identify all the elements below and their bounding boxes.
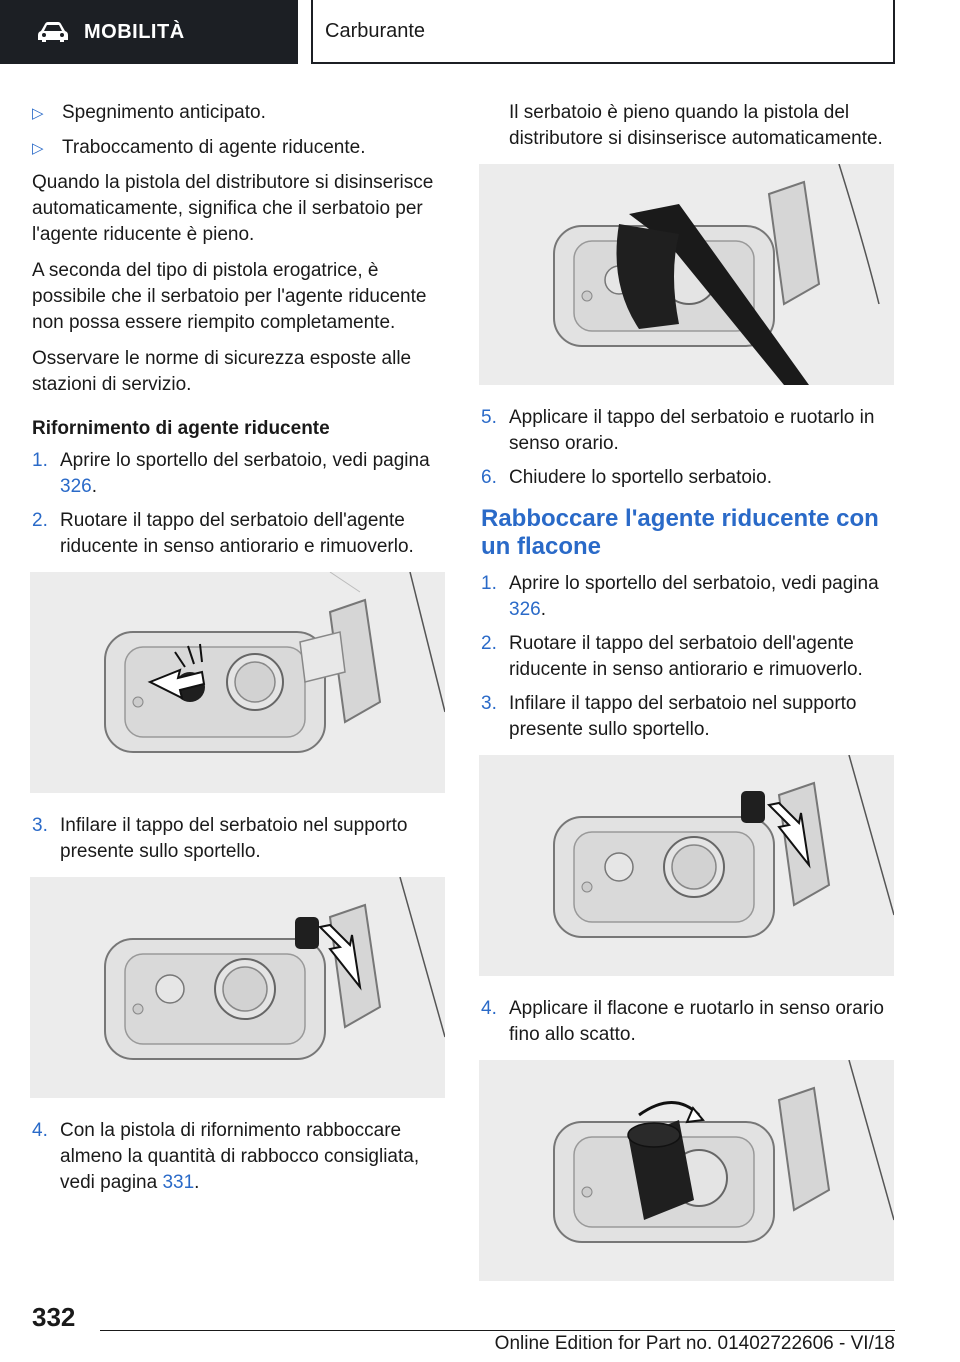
paragraph: Osservare le norme di sicurezza esposte alle stazioni di servizio. [32, 348, 412, 395]
footer-edition: Online Edition for Part no. 01402722606 - VI/18 [494, 1333, 895, 1354]
step-item: 4. Applicare il flacone e ruotarlo in senso orario fino allo scatto. [481, 998, 884, 1045]
step-item: 4. Con la pistola di rifornimento rabboccare almeno la quantità di rabbocco consigliata, vedi pagina 331. [32, 1120, 420, 1193]
paragraph: A seconda del tipo di pistola erogatrice, è possibile che il serbatoio per l'agente riducente non possa essere riempito completamente. [32, 260, 427, 333]
step-item: 2. Ruotare il tappo del serbatoio dell'agente riducente in senso antiorario e rimuoverlo. [32, 510, 414, 557]
page-number: 332 [32, 1302, 76, 1332]
car-icon [36, 20, 70, 44]
step-item: 2. Ruotare il tappo del serbatoio dell'agente riducente in senso antiorario e rimuoverlo. [481, 633, 863, 680]
paragraph: Il serbatoio è pieno quando la pistola del distributore si disinserisce automaticamente. [509, 102, 883, 149]
chapter-title-box [311, 0, 895, 64]
section-title: MOBILITÀ [84, 20, 185, 43]
subheading: Rifornimento di agente riducente [32, 418, 330, 439]
illustration-cap-in-holder [479, 755, 894, 976]
illustration-fuel-nozzle [479, 164, 894, 385]
left-column [32, 100, 446, 1204]
section-tab [0, 0, 298, 64]
triangle-bullet-icon: ▷ [32, 105, 44, 122]
paragraph: Quando la pistola del distributore si disinserisce automaticamente, significa che il serbatoio per l'agente riducente è pieno. [32, 172, 434, 245]
list-item: ▷ Traboccamento di agente riducente. [32, 135, 446, 162]
illustration-bottle-attach [479, 1060, 894, 1281]
page-link[interactable]: 326 [60, 476, 92, 497]
step-item: 3. Infilare il tappo del serbatoio nel supporto presente sullo sportello. [481, 693, 857, 740]
section-heading: Rabboccare l'agente riducente con un flacone [481, 505, 879, 560]
step-item: 6. Chiudere lo sportello serbatoio. [481, 467, 772, 488]
page-link[interactable]: 326 [509, 599, 541, 620]
chapter-title: Carburante [325, 19, 426, 42]
illustration-remove-cap [30, 572, 445, 793]
step-item: 3. Infilare il tappo del serbatoio nel supporto presente sullo sportello. [32, 815, 408, 862]
step-item: 1. Aprire lo sportello del serbatoio, vedi pagina 326. [32, 450, 430, 497]
illustration-cap-in-holder [30, 877, 445, 1098]
right-column [481, 100, 895, 1301]
footer-divider [100, 1330, 895, 1331]
list-item: ▷ Spegnimento anticipato. [32, 100, 446, 127]
page-link[interactable]: 331 [162, 1172, 195, 1193]
triangle-bullet-icon: ▷ [32, 140, 44, 157]
step-item: 5. Applicare il tappo del serbatoio e ruotarlo in senso orario. [481, 407, 875, 454]
step-item: 1. Aprire lo sportello del serbatoio, vedi pagina 326. [481, 573, 879, 620]
